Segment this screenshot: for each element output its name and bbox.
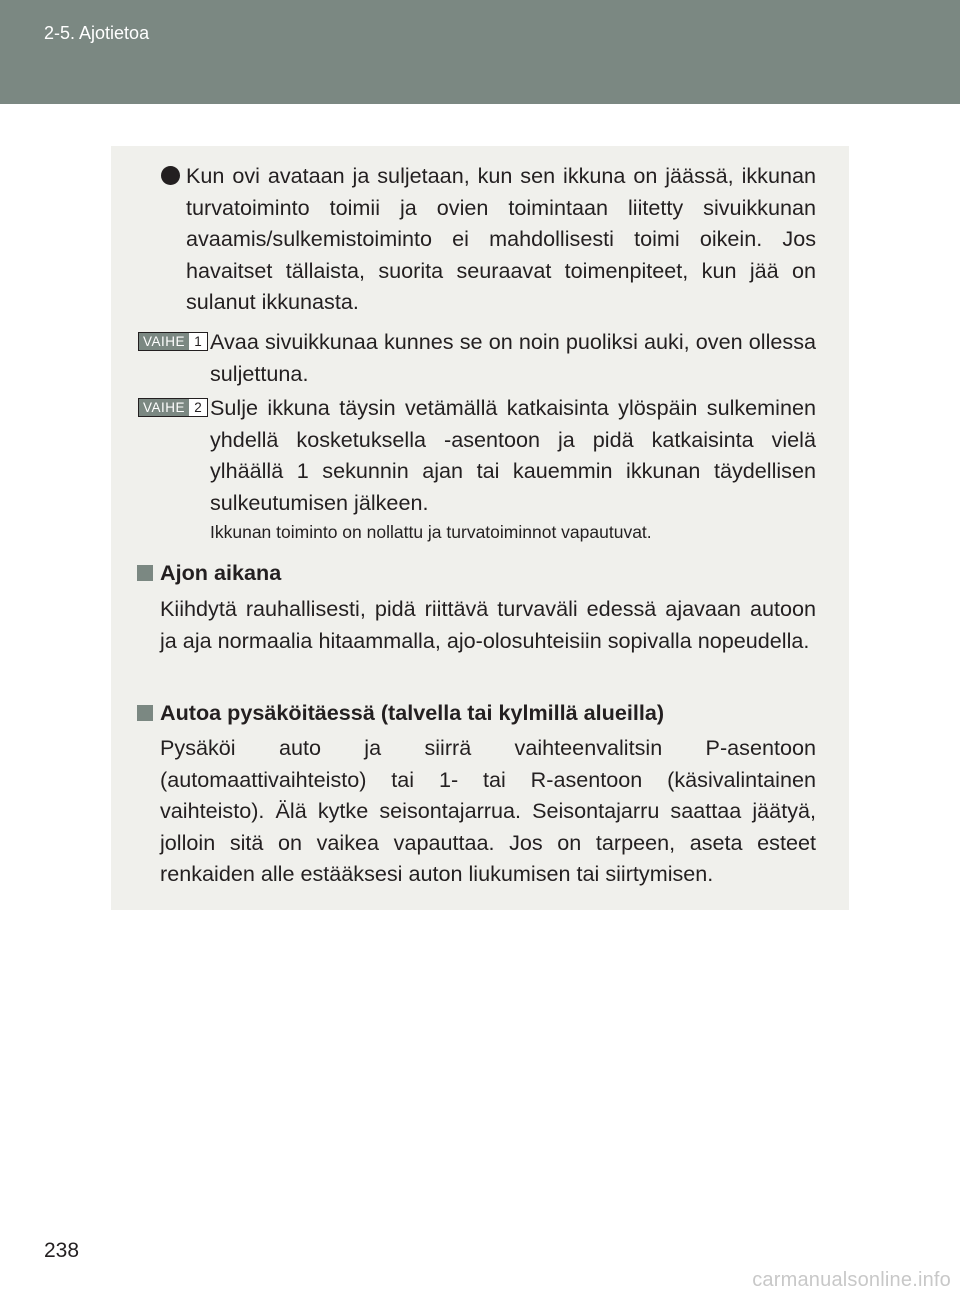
section-marker-icon [137,705,153,721]
bullet-icon [161,166,180,185]
step-badge-1 [138,332,208,351]
watermark: carmanualsonline.info [752,1269,951,1291]
step-number: 1 [189,333,207,350]
section-body-parking: Pysäköi auto ja siirrä vaihteenvalitsin P-asentoon (automaattivaihteisto) tai 1- tai R-asentoon (käsivalintainen vaihteisto). Älä kytke seisontajarrua. Seisontajarru saattaa jäätyä, jolloin sitä on vaikea vapauttaa. Jos on tarpeen, aseta esteet renkaiden alle estääksesi auton liukumisen tai siirtymisen. [160,735,816,886]
intro-paragraph: Kun ovi avataan ja suljetaan, kun sen ikkuna on jäässä, ikkunan turvatoiminto toimii ja ovien toimintaan liitetty sivuikkunan avaamis/sulkemistoiminto ei mahdollisesti toimi oikein. Jos havaitset tällaista, suorita seuraavat toimenpiteet, kun jää on sulanut ikkunasta. [186,163,816,314]
step-number: 2 [189,399,207,416]
step-badge-2 [138,398,208,417]
step-1-text: Avaa sivuikkunaa kunnes se on noin puoliksi auki, oven ollessa suljettuna. [210,329,816,386]
step-note: Ikkunan toiminto on nollattu ja turvatoiminnot vapautuvat. [210,522,652,542]
page-number: 238 [44,1239,80,1262]
section-body-driving: Kiihdytä rauhallisesti, pidä riittävä turvaväli edessä ajavaan autoon ja aja normaalia hitaammalla, ajo-olosuhteisiin sopivalla nopeudella. [160,596,816,653]
step-2-text: Sulje ikkuna täysin vetämällä katkaisinta ylöspäin sulkeminen yhdellä kosketuksella -asentoon ja pidä katkaisinta vielä ylhäällä 1 sekunnin ajan tai kauemmin ikkunan täydellisen sulkeutumisen jälkeen. [210,395,816,515]
section-heading-parking: Autoa pysäköitäessä (talvella tai kylmillä alueilla) [160,700,665,725]
step-label: VAIHE [139,399,189,416]
section-marker-icon [137,565,153,581]
step-label: VAIHE [139,333,189,350]
section-heading-driving: Ajon aikana [160,560,282,585]
section-title: 2-5. Ajotietoa [44,23,150,43]
page-header [0,0,960,104]
